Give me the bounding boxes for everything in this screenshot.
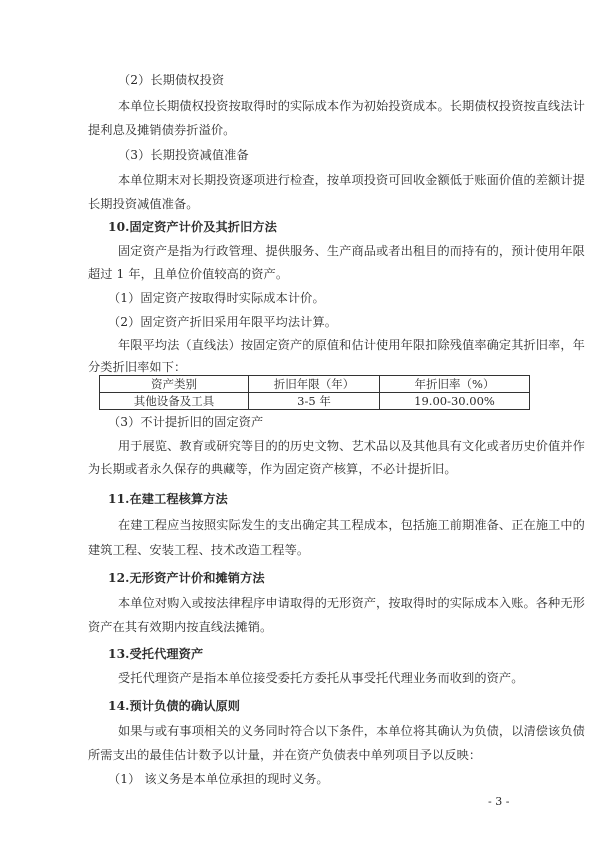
subheading-long-term-debt: （2）长期债权投资 [118, 73, 225, 87]
paragraph-line: 年限平均法（直线法）按固定资产的原值和估计使用年限扣除残值率确定其折旧率，年 [118, 338, 585, 352]
paragraph-line: 所需支出的最佳估计数予以计量，并在资产负债表中单列项目予以反映： [88, 748, 482, 762]
section-heading-13: 13.受托代理资产 [108, 647, 204, 661]
paragraph-line: 本单位期末对长期投资逐项进行检查，按单项投资可回收金额低于账面价值的差额计提 [118, 173, 585, 187]
paragraph-line: 受托代理资产是指本单位接受委托方委托从事受托代理业务而收到的资产。 [118, 671, 524, 685]
paragraph-line: 建筑工程、安装工程、技术改造工程等。 [88, 543, 310, 557]
paragraph-line: 本单位长期债权投资按取得时的实际成本作为初始投资成本。长期债权投资按直线法计 [118, 99, 585, 113]
list-item: （3）不计提折旧的固定资产 [108, 415, 264, 429]
depreciation-table [99, 375, 530, 410]
paragraph-line: 分类折旧率如下： [88, 360, 187, 374]
list-item: （1） 该义务是本单位承担的现时义务。 [108, 772, 329, 786]
paragraph-line: 固定资产是指为行政管理、提供服务、生产商品或者出租目的而持有的，预计使用年限 [118, 244, 585, 258]
paragraph-line: 本单位对购入或按法律程序申请取得的无形资产，按取得时的实际成本入账。各种无形 [118, 596, 585, 610]
page-number: - 3 - [488, 795, 510, 808]
paragraph-line: 在建工程应当按照实际发生的支出确定其工程成本，包括施工前期准备、正在施工中的 [118, 518, 585, 532]
table-cell: 其他设备及工具 [100, 393, 249, 410]
paragraph-line: 提利息及摊销债券折溢价。 [88, 123, 236, 137]
paragraph-line: 为长期或者永久保存的典藏等，作为固定资产核算，不必计提折旧。 [88, 462, 457, 476]
section-heading-14: 14.预计负债的确认原则 [108, 699, 241, 713]
table-cell: 3-5 年 [249, 393, 380, 410]
table-cell: 19.00-30.00% [380, 393, 530, 410]
list-item: （2）固定资产折旧采用年限平均法计算。 [108, 315, 338, 329]
paragraph-line: 用于展览、教育或研究等目的的历史文物、艺术品以及其他具有文化或者历史价值并作 [118, 439, 585, 453]
paragraph-line: 长期投资减值准备。 [88, 197, 199, 211]
list-item: （1）固定资产按取得时实际成本计价。 [108, 291, 325, 305]
table-header-row [100, 376, 530, 393]
section-heading-12: 12.无形资产计价和摊销方法 [108, 571, 265, 585]
paragraph-line: 资产在其有效期内按直线法摊销。 [88, 620, 273, 634]
section-heading-11: 11.在建工程核算方法 [108, 492, 228, 506]
subheading-impairment: （3）长期投资减值准备 [118, 148, 249, 162]
table-header-cell: 折旧年限（年） [249, 376, 380, 393]
table-header-cell: 年折旧率（%） [380, 376, 530, 393]
paragraph-line: 如果与或有事项相关的义务同时符合以下条件，本单位将其确认为负债，以清偿该负债 [118, 724, 585, 738]
section-heading-10: 10.固定资产计价及其折旧方法 [108, 220, 277, 234]
table-header-cell: 资产类别 [100, 376, 249, 393]
table-row [100, 393, 530, 410]
paragraph-line: 超过 1 年，且单位价值较高的资产。 [88, 267, 289, 281]
